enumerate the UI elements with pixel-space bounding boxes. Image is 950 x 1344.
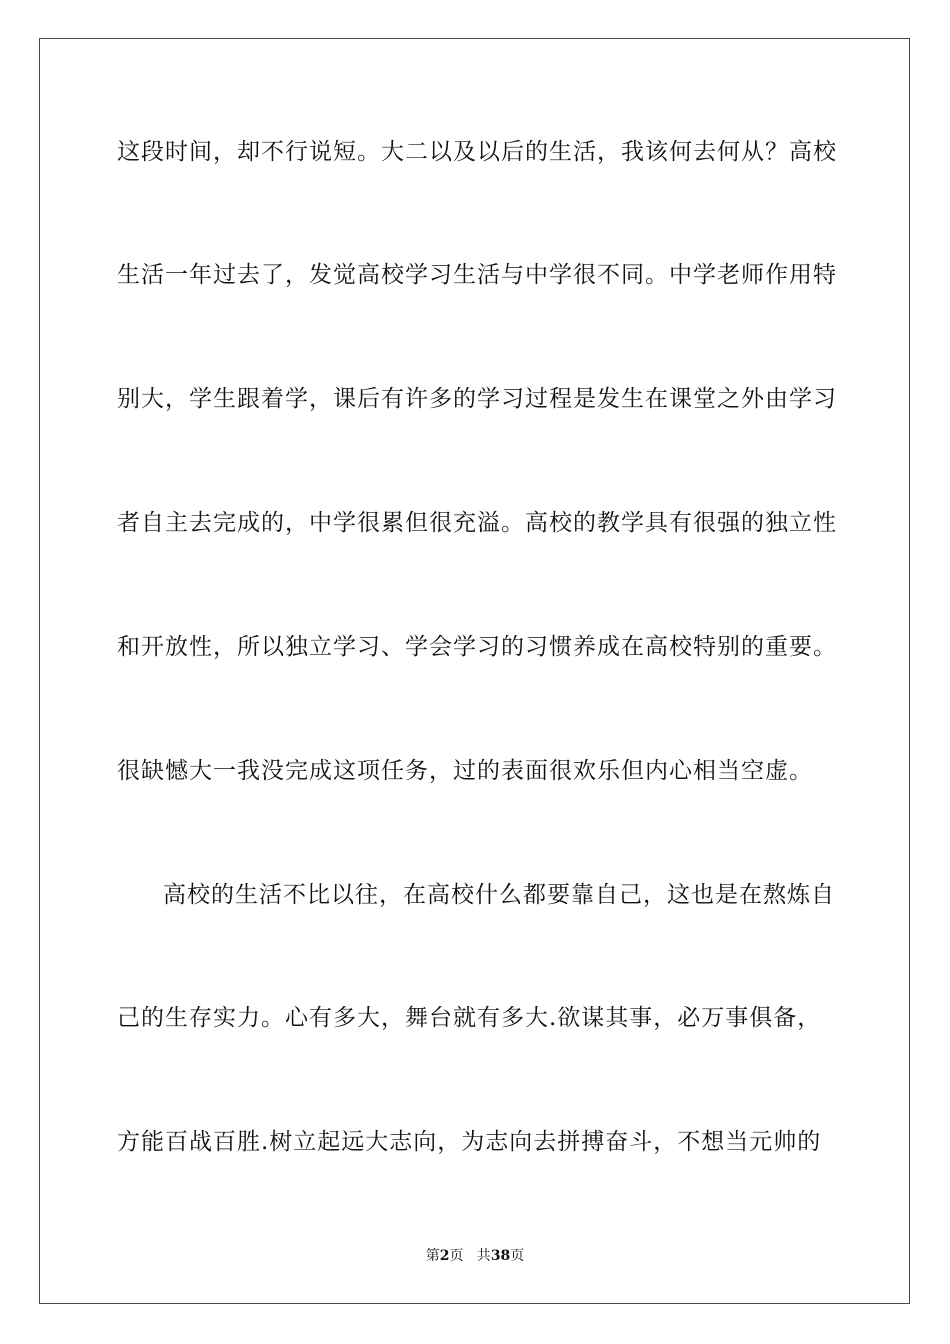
- footer-suffix: 页: [510, 1248, 525, 1264]
- page-footer: [0, 1246, 950, 1266]
- body-text-line: 和开放性，所以独立学习、学会学习的习惯养成在高校特别的重要。: [117, 634, 837, 660]
- body-text-line: 别大，学生跟着学，课后有许多的学习过程是发生在课堂之外由学习: [117, 386, 837, 412]
- body-text-line: 这段时间，却不行说短。大二以及以后的生活，我该何去何从？高校: [117, 139, 837, 165]
- body-text-line: 生活一年过去了，发觉高校学习生活与中学很不同。中学老师作用特: [117, 262, 837, 288]
- current-page-number: 2: [439, 1248, 450, 1264]
- footer-prefix: 第: [425, 1248, 440, 1264]
- body-text-line: 很缺憾大一我没完成这项任务，过的表面很欢乐但内心相当空虚。: [117, 758, 813, 784]
- footer-middle: 页 共: [449, 1248, 491, 1264]
- page-border: [39, 38, 910, 1304]
- total-page-count: 38: [490, 1248, 511, 1264]
- body-text-line: 者自主去完成的，中学很累但很充溢。高校的教学具有很强的独立性: [117, 510, 837, 536]
- body-text-line: 方能百战百胜.树立起远大志向，为志向去拼搏奋斗，不想当元帅的: [117, 1129, 822, 1155]
- paragraph-first-line: 高校的生活不比以往，在高校什么都要靠自己，这也是在熬炼自: [163, 882, 835, 908]
- body-text-line: 己的生存实力。心有多大，舞台就有多大.欲谋其事，必万事俱备，: [117, 1005, 822, 1031]
